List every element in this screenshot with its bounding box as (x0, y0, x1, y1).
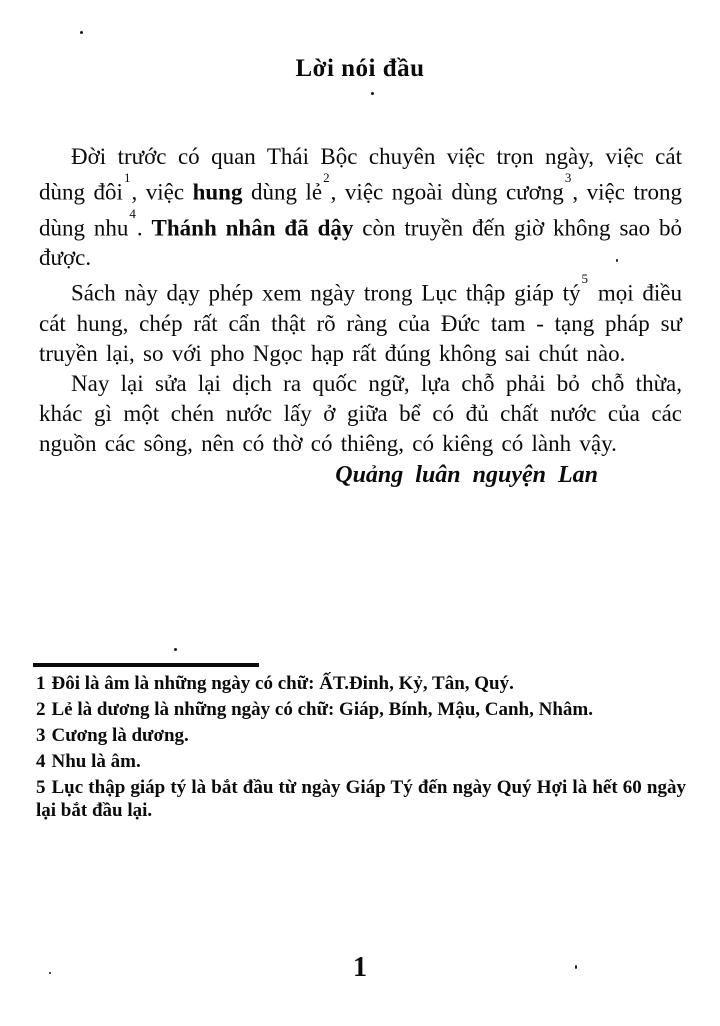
footnote-item (36, 750, 686, 773)
scan-speck (616, 259, 618, 262)
footnote-text: Nhu là âm. (51, 751, 141, 772)
preface-paragraph-1 (39, 142, 682, 273)
scan-speck (80, 31, 83, 34)
footnote-item (36, 698, 686, 721)
text-segment: dùng lẻ (242, 179, 323, 205)
text-segment: , việc ngoài dùng cương (330, 179, 564, 205)
text-segment-bold: hung (192, 179, 243, 205)
footnote-ref-1: 1 (123, 170, 131, 185)
text-segment: Đời trước có quan Thái Bộc chuyên việc trọn ngày, việc cát dùng đôi (39, 144, 682, 205)
scan-speck (575, 965, 577, 969)
page-title: Lời nói đầu (295, 55, 425, 82)
author-signature: Quảng luân nguyện Lan (335, 461, 598, 488)
footnote-divider-rule (33, 663, 259, 667)
preface-paragraph-3 (39, 369, 682, 459)
footnote-item (36, 672, 686, 695)
text-segment: Nay lại sửa lại dịch ra quốc ngữ, lựa chỗ phải bỏ chỗ thừa, khác gì một chén nước lấy ở giữa bể có đủ chất nước của các nguồn các sông, nên có thờ có thiêng, có kiêng có lành vậy. (39, 370, 682, 456)
preface-body (39, 142, 682, 490)
text-segment: Sách này dạy phép xem ngày trong Lục thập giáp tý (71, 280, 581, 306)
text-segment: còn truyền đến giờ không sao bỏ được. (39, 215, 682, 271)
text-segment: . (136, 215, 152, 241)
scan-speck (174, 648, 177, 651)
footnote-ref-3: 3 (564, 170, 572, 185)
footnote-text: Lẻ là dương là những ngày có chữ: Giáp, Bính, Mậu, Canh, Nhâm. (51, 699, 593, 720)
footnote-number: 2 (36, 699, 46, 720)
text-segment: , việc trong dùng nhu (39, 179, 683, 241)
scan-speck (49, 972, 51, 974)
footnote-number: 4 (36, 751, 46, 772)
preface-paragraph-2 (39, 273, 682, 369)
footnote-number: 3 (36, 725, 46, 746)
footnote-ref-4: 4 (129, 205, 136, 221)
footnote-item (36, 724, 686, 747)
footnote-text: Cương là dương. (51, 725, 189, 746)
footnote-ref-5: 5 (581, 271, 589, 287)
footnote-number: 1 (36, 673, 46, 694)
footnote-text: Lục thập giáp tý là bắt đầu từ ngày Giáp Tý đến ngày Quý Hợi là hết 60 ngày lại bắt đầu lại. (36, 777, 686, 821)
text-segment: mọi điều cát hung, chép rất cẩn thật rõ ràng của Đức tam - tạng pháp sư truyền lại, so với pho Ngọc hạp rất đúng không sai chút nào. (39, 280, 682, 366)
footnote-text: Đôi là âm là những ngày có chữ: ẤT.Đinh, Kỷ, Tân, Quý. (51, 673, 514, 694)
scan-speck (371, 92, 374, 95)
text-segment: , việc (131, 179, 193, 205)
footnote-item (36, 776, 686, 822)
footnote-ref-2: 2 (323, 170, 330, 185)
page-number: 1 (353, 952, 367, 983)
footnote-number: 5 (36, 777, 46, 798)
footnotes-block (36, 672, 686, 825)
text-segment-bold: Thánh nhân đã dậy (151, 215, 354, 241)
